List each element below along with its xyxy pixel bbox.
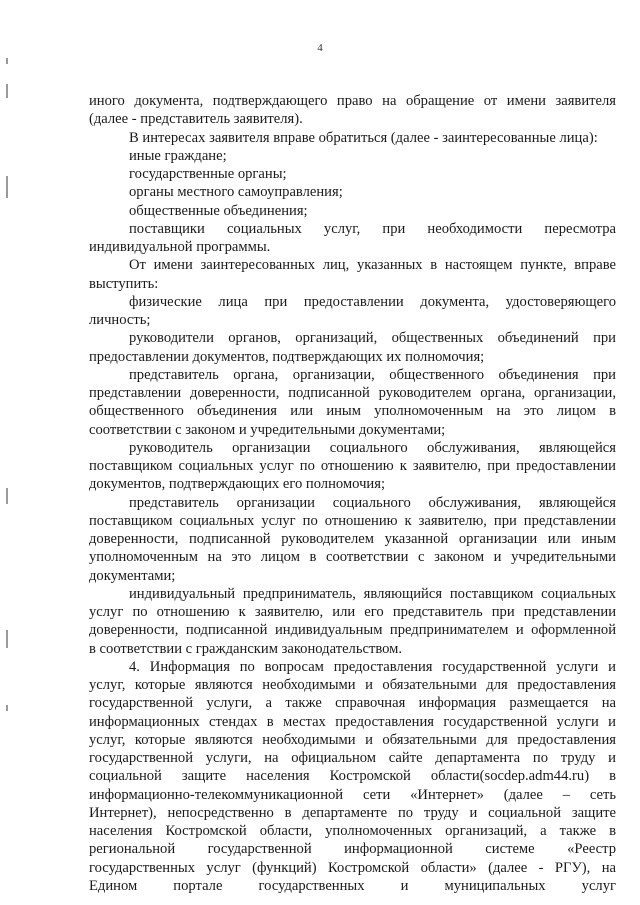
paragraph-line: документов, подтверждающих его полномочия; (89, 476, 385, 493)
paragraph-line: Едином портале государственных и муниципальных услуг (89, 877, 616, 894)
paragraph-line: представитель организации социального обслуживания, являющейся (129, 494, 616, 511)
paragraph-line: услуг, которые являются необходимыми и обязательными для предоставления (89, 677, 616, 693)
paragraph-line: Интернет), непосредственно в департаменте по труду и социальной защите (89, 804, 616, 821)
paragraph-line: предоставлении документов, подтверждающих их полномочия; (89, 348, 485, 365)
paragraph-line: доверенности, подписанной руководителем указанной организации или иным (89, 531, 616, 547)
paragraph-line: иного документа, подтверждающего право на обращение от имени заявителя (89, 93, 616, 109)
paragraph-line: руководители органов, организаций, общественных объединений при (129, 330, 616, 347)
paragraph-line: (далее - представитель заявителя). (89, 111, 303, 128)
paragraph-line: В интересах заявителя вправе обратиться (далее - заинтересованные лица): (129, 129, 598, 146)
paragraph-line: информационно-телекоммуникационной сети «Интернет» (далее – сеть (89, 786, 616, 803)
paragraph-line: соответствии с законом и учредительными документами; (89, 421, 446, 438)
page-number: 4 (317, 42, 323, 54)
document-body (89, 92, 616, 895)
paragraph-line: физические лица при предоставлении документа, удостоверяющего (129, 293, 616, 310)
paragraph-line: индивидуальный предприниматель, являющийся поставщиком социальных (129, 585, 616, 602)
paragraph-line: государственной услуги, а также справочная информация размещается на (89, 695, 616, 712)
paragraph-line: представитель органа, организации, общественного объединения при (129, 366, 616, 383)
paragraph-line: государственных услуг (функций) Костромской области» (далее - РГУ), на (89, 859, 616, 876)
paragraph-line: выступить: (89, 275, 159, 292)
paragraph-line: государственной услуги, на официальном сайте департамента по труду и (89, 750, 616, 766)
paragraph-line: руководитель организации социального обслуживания, являющейся (129, 439, 616, 456)
paragraph-line: От имени заинтересованных лиц, указанных в настоящем пункте, вправе (129, 257, 616, 274)
paragraph-line: органы местного самоуправления; (129, 184, 343, 201)
paragraph-line: личность; (89, 312, 151, 328)
paragraph-line: общественные объединения; (129, 202, 308, 219)
paragraph-line: поставщиком социальных услуг по отношению к заявителю, при предоставлении (89, 458, 616, 474)
paragraph-line: услуг по отношению к заявителю, или его представитель при представлении (89, 604, 616, 620)
paragraph-line: уполномоченным на это лицом в соответствии с законом и учредительными (89, 549, 616, 566)
paragraph-line: поставщики социальных услуг, при необходимости пересмотра (129, 220, 616, 237)
paragraph-line: индивидуальной программы. (89, 239, 271, 255)
paragraph-line: региональной государственной информационной системе «Реестр (89, 841, 616, 858)
margin-scan-marks (6, 0, 12, 905)
paragraph-line: документами; (89, 567, 176, 584)
paragraph-line: социальной защите населения Костромской области(socdep.adm44.ru) в (89, 768, 616, 785)
paragraph-line: услуг, которые являются необходимыми и обязательными для предоставления (89, 731, 616, 748)
paragraph-line: в соответствии с гражданским законодательством. (89, 640, 403, 657)
paragraph-line: общественного объединения или иным уполномоченным на это лицом в (89, 403, 616, 420)
paragraph-line: 4. Информация по вопросам предоставления государственной услуги и (129, 658, 616, 675)
paragraph-line: государственные органы; (129, 166, 287, 182)
paragraph-line: населения Костромской области, уполномоченных организаций, а также в (89, 823, 616, 839)
paragraph-line: информационных стендах в местах предоставления государственной услуги и (89, 713, 616, 730)
paragraph-line: иные граждане; (129, 147, 227, 164)
paragraph-line: доверенности, подписанной индивидуальным предпринимателем и оформленной (89, 622, 616, 639)
paragraph-line: поставщиком социальных услуг по отношению к заявителю, при представлении (89, 512, 616, 529)
paragraph-line: представлении доверенности, подписанной руководителем органа, организации, (89, 385, 616, 401)
